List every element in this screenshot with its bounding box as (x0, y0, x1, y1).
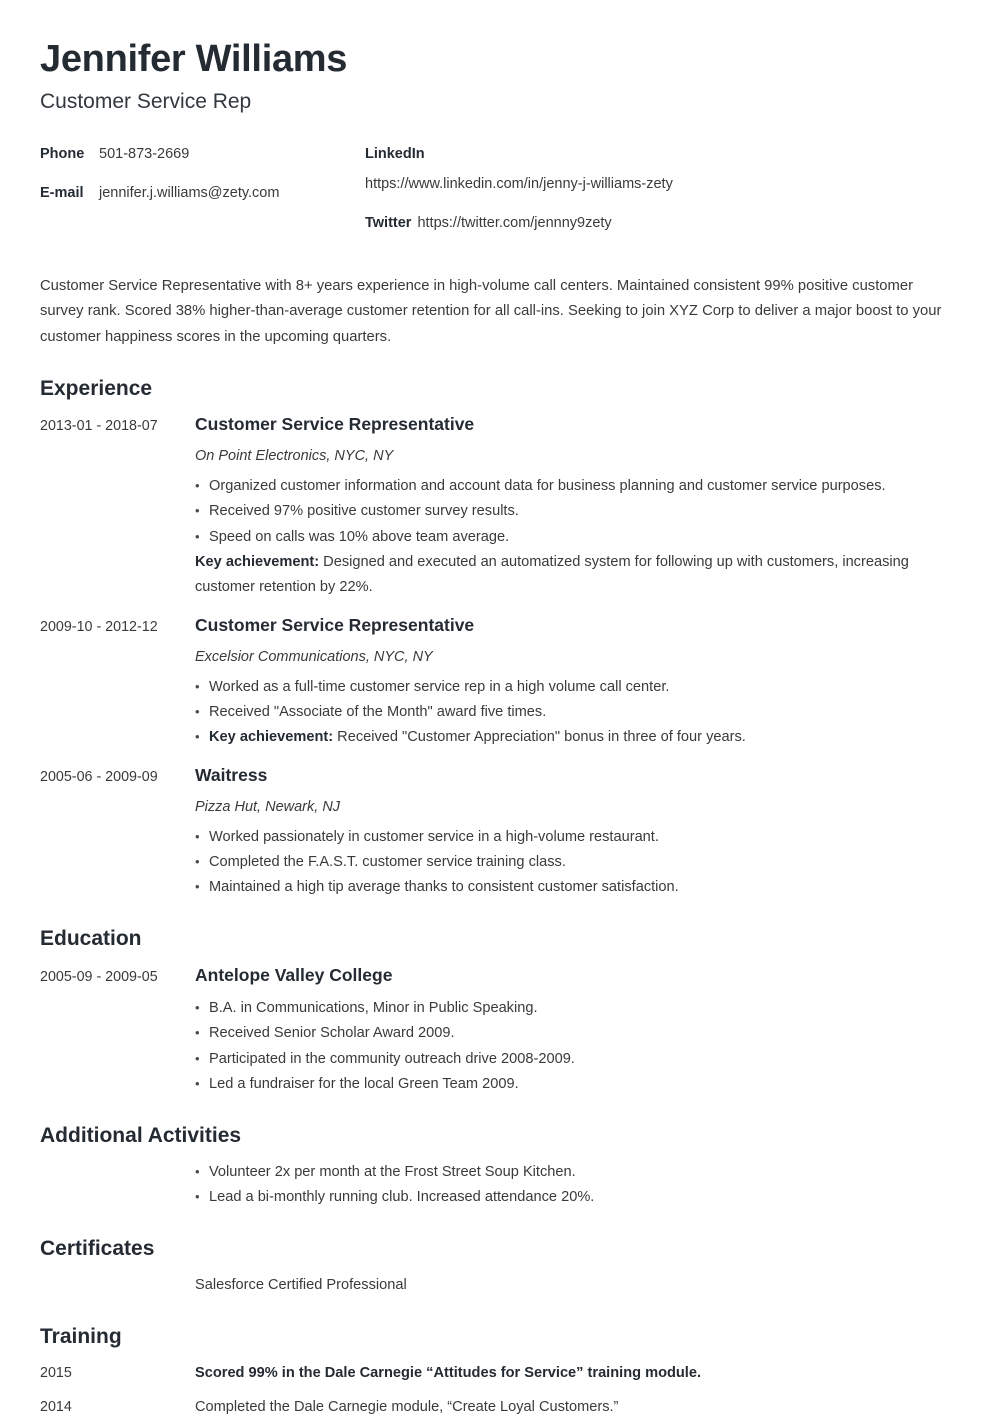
bullet-item: • B.A. in Communications, Minor in Public Speaking. (195, 996, 950, 1021)
section-education (40, 926, 950, 1096)
bullet-item: • Completed the F.A.S.T. customer service training class. (195, 850, 950, 875)
education-entry-list (40, 964, 950, 1097)
section-title-experience: Experience (40, 377, 153, 401)
bullet-item: • Led a fundraiser for the local Green Team 2009. (195, 1072, 950, 1097)
contact-column-right (365, 144, 950, 234)
experience-bullet-list (195, 474, 950, 549)
training-description: Scored 99% in the Dale Carnegie “Attitudes for Service” training module. (195, 1364, 702, 1381)
twitter-label: Twitter (365, 214, 412, 231)
bullet-item: • Participated in the community outreach drive 2008-2009. (195, 1047, 950, 1072)
section-training (40, 1324, 950, 1419)
professional-summary: Customer Service Representative with 8+ years experience in high-volume call centers. Maintained consistent 99% positive customer survey rank. Scored 38% higher-than-average customer retention for all call-ins. Seeking to join XYZ Corp to deliver a major boost to your customer happiness scores in the upcoming quarters. (40, 277, 942, 345)
section-additional-activities (40, 1123, 950, 1210)
twitter-value[interactable]: https://twitter.com/jennny9zety (417, 214, 612, 231)
experience-entry-employer: Pizza Hut, Newark, NJ (195, 798, 341, 815)
education-entry-school: Antelope Valley College (195, 964, 393, 985)
contact-linkedin (365, 144, 950, 195)
bullet-item: • Worked as a full-time customer service rep in a high volume call center. (195, 675, 950, 700)
linkedin-label: LinkedIn (365, 145, 425, 162)
section-title-training: Training (40, 1325, 122, 1349)
key-achievement-text: Received "Customer Appreciation" bonus in three of four years. (333, 729, 746, 746)
candidate-job-title: Customer Service Rep (40, 89, 252, 113)
contact-block (40, 144, 950, 234)
bullet-item: • Speed on calls was 10% above team average. (195, 525, 950, 550)
experience-bullet-list (195, 675, 950, 725)
contact-twitter (365, 213, 950, 234)
training-description: Completed the Dale Carnegie module, “Create Loyal Customers.” (195, 1398, 619, 1415)
training-row (40, 1362, 950, 1385)
training-year: 2014 (40, 1398, 72, 1415)
key-achievement-label: Key achievement: (209, 729, 334, 746)
contact-email (40, 183, 365, 204)
section-title-additional-activities: Additional Activities (40, 1123, 242, 1147)
bullet-item: • Organized customer information and account data for business planning and customer service purposes. (195, 474, 950, 499)
experience-entry-employer: Excelsior Communications, NYC, NY (195, 648, 433, 665)
bullet-item: • Lead a bi-monthly running club. Increased attendance 20%. (195, 1185, 950, 1210)
email-value[interactable]: jennifer.j.williams@zety.com (99, 184, 280, 201)
training-row-list (40, 1362, 950, 1419)
training-row (40, 1396, 950, 1419)
experience-entry-title: Waitress (195, 765, 268, 786)
education-bullet-list (195, 996, 950, 1096)
experience-entry-date: 2009-10 - 2012-12 (40, 618, 158, 635)
training-year: 2015 (40, 1364, 72, 1381)
key-achievement (195, 550, 950, 600)
education-entry-date: 2005-09 - 2009-05 (40, 968, 158, 985)
experience-entry-employer: On Point Electronics, NYC, NY (195, 448, 394, 465)
section-certificates (40, 1236, 950, 1298)
candidate-name: Jennifer Williams (40, 38, 348, 80)
additional-activities-bullet-list (195, 1160, 950, 1210)
experience-entry-title: Customer Service Representative (195, 614, 475, 635)
experience-entry (40, 413, 950, 600)
contact-column-left (40, 144, 365, 204)
experience-entry-body (195, 764, 950, 900)
experience-entry (40, 614, 950, 750)
resume-header (40, 38, 950, 234)
key-achievement-bullet-list (195, 725, 950, 750)
experience-bullet-list (195, 825, 950, 900)
bullet-item: • Maintained a high tip average thanks to consistent customer satisfaction. (195, 875, 950, 900)
education-entry-body (195, 964, 950, 1097)
email-label: E-mail (40, 184, 84, 201)
key-achievement (195, 725, 950, 750)
experience-entry-list (40, 413, 950, 900)
bullet-item: • Received 97% positive customer survey results. (195, 499, 950, 524)
certificate-item: Salesforce Certified Professional (195, 1277, 407, 1294)
bullet-item: • Received "Associate of the Month" award five times. (195, 700, 950, 725)
contact-phone (40, 144, 365, 165)
experience-entry-body (195, 413, 950, 600)
section-title-education: Education (40, 927, 142, 951)
experience-entry-date: 2005-06 - 2009-09 (40, 769, 158, 786)
key-achievement-label: Key achievement: (195, 553, 320, 570)
bullet-item: • Volunteer 2x per month at the Frost Street Soup Kitchen. (195, 1160, 950, 1185)
phone-value: 501-873-2669 (99, 145, 190, 162)
bullet-item: • Received Senior Scholar Award 2009. (195, 1021, 950, 1046)
experience-entry-title: Customer Service Representative (195, 414, 475, 435)
phone-label: Phone (40, 145, 85, 162)
certificates-body (195, 1273, 950, 1298)
additional-activities-body (195, 1160, 950, 1210)
experience-entry (40, 764, 950, 900)
bullet-item: • Worked passionately in customer service in a high-volume restaurant. (195, 825, 950, 850)
linkedin-value[interactable]: https://www.linkedin.com/in/jenny-j-williams-zety (365, 175, 673, 192)
section-experience (40, 376, 950, 900)
experience-entry-body (195, 614, 950, 750)
education-entry (40, 964, 950, 1097)
key-achievement-text: Designed and executed an automatized system for following up with customers, increasing customer retention by 22%. (195, 553, 909, 595)
section-title-certificates: Certificates (40, 1237, 155, 1261)
experience-entry-date: 2013-01 - 2018-07 (40, 418, 158, 435)
